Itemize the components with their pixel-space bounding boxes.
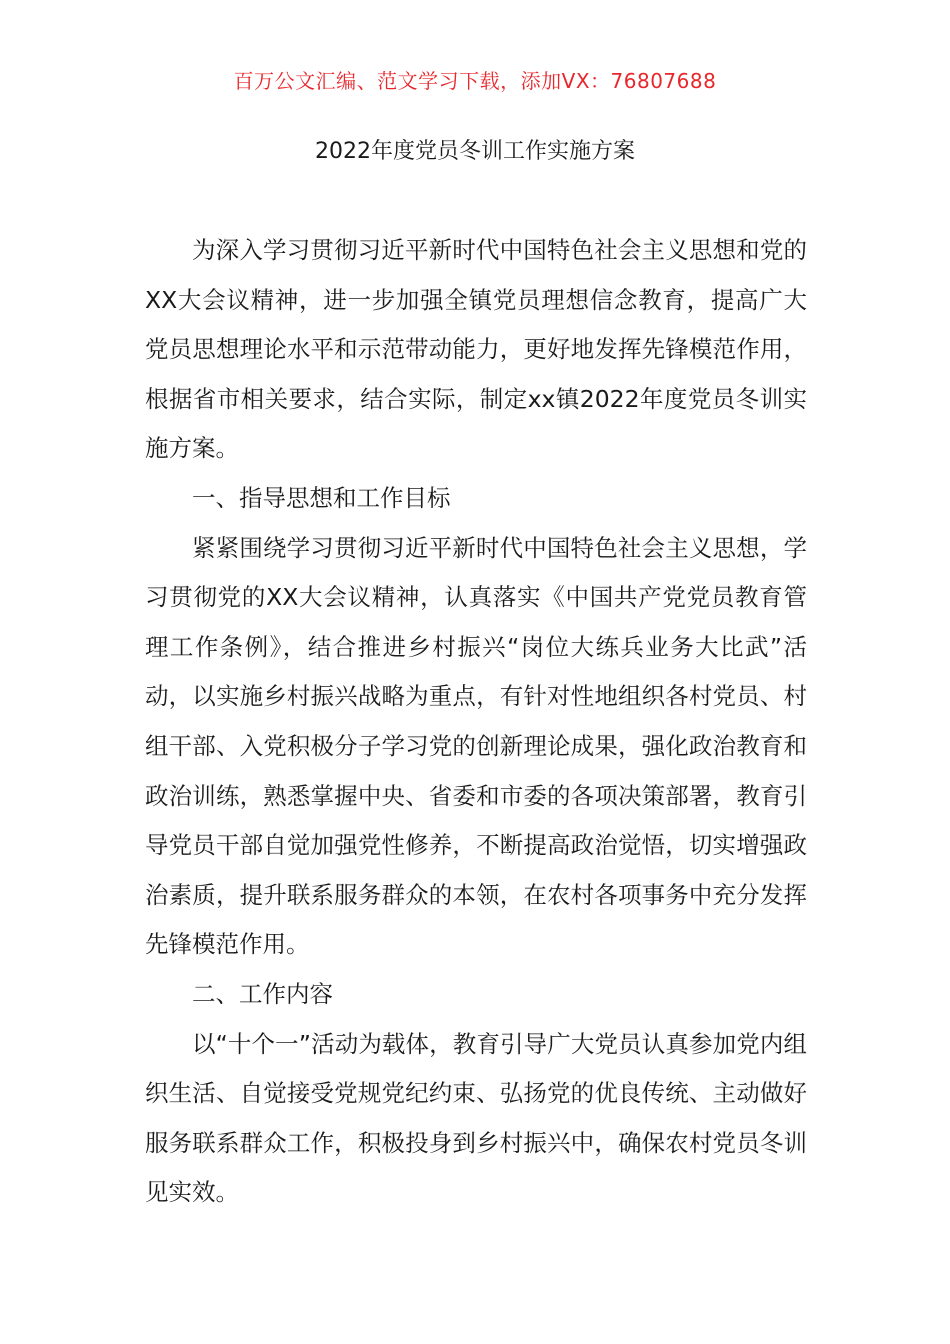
document-title: 2022年度党员冬训工作实施方案 (315, 139, 635, 164)
intro-paragraph: 为深入学习贯彻习近平新时代中国特色社会主义思想和党的XX大会议精神，进一步加强全镇党员理想信念教育，提高广大党员思想理论水平和示范带动能力，更好地发挥先锋模范作用，根据省市相关要求，结合实际，制定xx镇2022年度党员冬训实施方案。 (145, 236, 807, 463)
work-content-paragraph: 以“十个一”活动为载体，教育引导广大党员认真参加党内组织生活、自觉接受党规党纪约束、弘扬党的优良传统、主动做好服务联系群众工作，积极投身到乡村振兴中，确保农村党员冬训见实效。 (145, 1029, 807, 1207)
section-heading-guiding-ideology: 一、指导思想和工作目标 (192, 483, 451, 512)
guiding-ideology-paragraph: 紧紧围绕学习贯彻习近平新时代中国特色社会主义思想，学习贯彻党的XX大会议精神，认真落实《中国共产党党员教育管理工作条例》，结合推进乡村振兴“岗位大练兵业务大比武”活动，以实施乡村振兴战略为重点，有针对性地组织各村党员、村组干部、入党积极分子学习党的创新理论成果，强化政治教育和政治训练，熟悉掌握中央、省委和市委的各项决策部署，教育引导党员干部自觉加强党性修养，不断提高政治觉悟，切实增强政治素质，提升联系服务群众的本领，在农村各项事务中充分发挥先锋模范作用。 (145, 533, 807, 959)
document-body (145, 226, 807, 1218)
header-promo-note: 百万公文汇编、范文学习下载，添加VX：76807688 (233, 69, 717, 93)
section-heading-work-content: 二、工作内容 (192, 979, 333, 1008)
